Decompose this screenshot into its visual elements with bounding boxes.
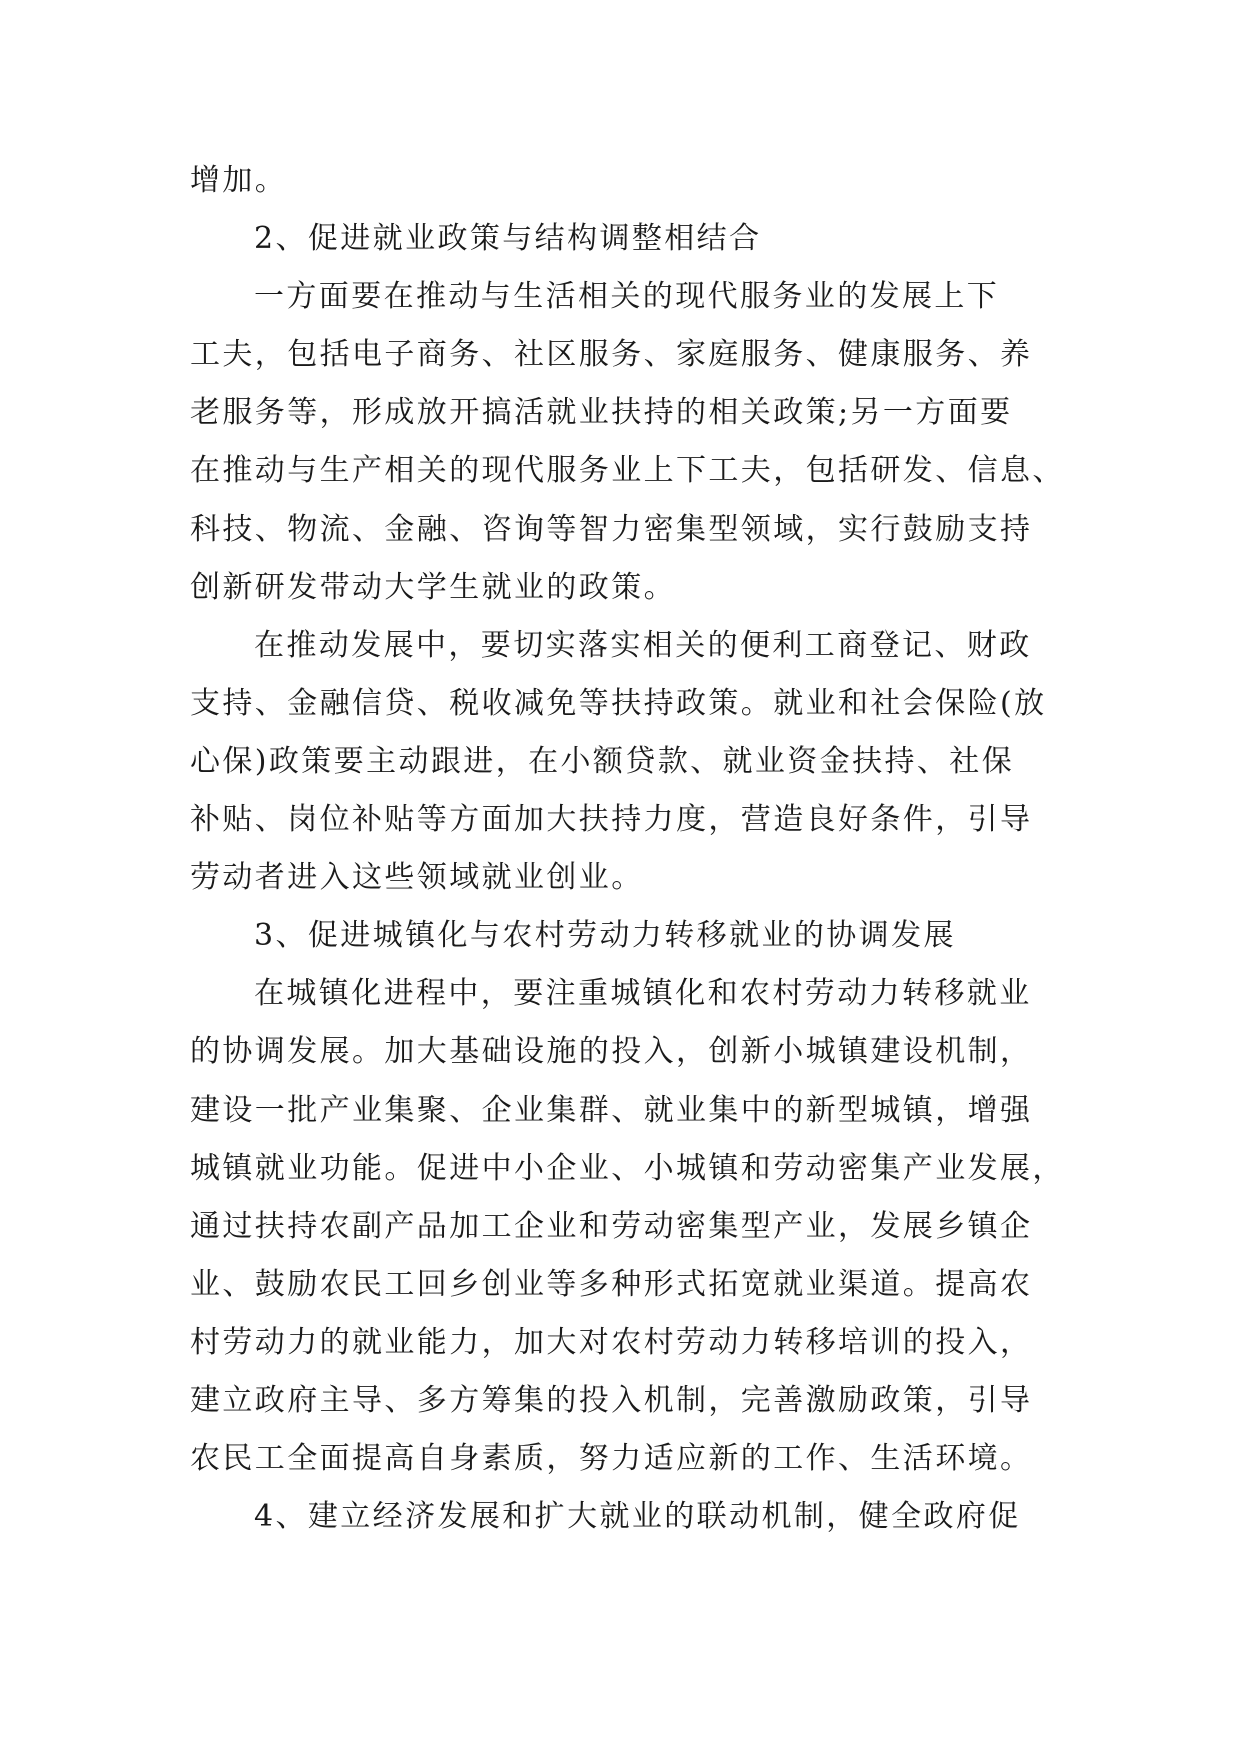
text-line: 补贴、岗位补贴等方面加大扶持力度，营造良好条件，引导 xyxy=(190,802,1033,838)
text-line: 一方面要在推动与生活相关的现代服务业的发展上下 xyxy=(254,279,1000,315)
text-line: 科技、物流、金融、咨询等智力密集型领域，实行鼓励支持 xyxy=(190,511,1033,547)
text-line: 心保)政策要主动跟进，在小额贷款、就业资金扶持、社保 xyxy=(190,743,1015,779)
text-line: 的协调发展。加大基础设施的投入，创新小城镇建设机制， xyxy=(190,1034,1033,1070)
text-line: 老服务等，形成放开搞活就业扶持的相关政策;另一方面要 xyxy=(190,395,1013,431)
text-line: 通过扶持农副产品加工企业和劳动密集型产业，发展乡镇企 xyxy=(190,1208,1033,1244)
text-line: 农民工全面提高自身素质，努力适应新的工作、生活环境。 xyxy=(190,1441,1033,1477)
text-line: 支持、金融信贷、税收减免等扶持政策。就业和社会保险(放 xyxy=(190,685,1047,721)
text-line: 在城镇化进程中，要注重城镇化和农村劳动力转移就业 xyxy=(254,976,1032,1012)
body-text xyxy=(190,152,1070,1546)
text-line: 城镇就业功能。促进中小企业、小城镇和劳动密集产业发展， xyxy=(190,1150,1065,1186)
section-heading: 2、促进就业政策与结构调整相结合 xyxy=(254,221,762,257)
text-line: 在推动发展中，要切实落实相关的便利工商登记、财政 xyxy=(254,627,1032,663)
section-heading: 3、促进城镇化与农村劳动力转移就业的协调发展 xyxy=(254,918,956,954)
text-line: 业、鼓励农民工回乡创业等多种形式拓宽就业渠道。提高农 xyxy=(190,1266,1033,1302)
text-line: 创新研发带动大学生就业的政策。 xyxy=(190,569,676,605)
text-line: 建设一批产业集聚、企业集群、就业集中的新型城镇，增强 xyxy=(190,1092,1033,1128)
text-line: 增加。 xyxy=(190,163,288,198)
text-line: 劳动者进入这些领域就业创业。 xyxy=(190,860,644,896)
text-line: 村劳动力的就业能力，加大对农村劳动力转移培训的投入， xyxy=(190,1324,1033,1360)
text-line: 工夫，包括电子商务、社区服务、家庭服务、健康服务、养 xyxy=(190,337,1033,373)
text-line: 建立政府主导、多方筹集的投入机制，完善激励政策，引导 xyxy=(190,1382,1033,1418)
text-line: 在推动与生产相关的现代服务业上下工夫，包括研发、信息、 xyxy=(190,453,1065,489)
section-heading: 4、建立经济发展和扩大就业的联动机制，健全政府促 xyxy=(254,1499,1021,1535)
